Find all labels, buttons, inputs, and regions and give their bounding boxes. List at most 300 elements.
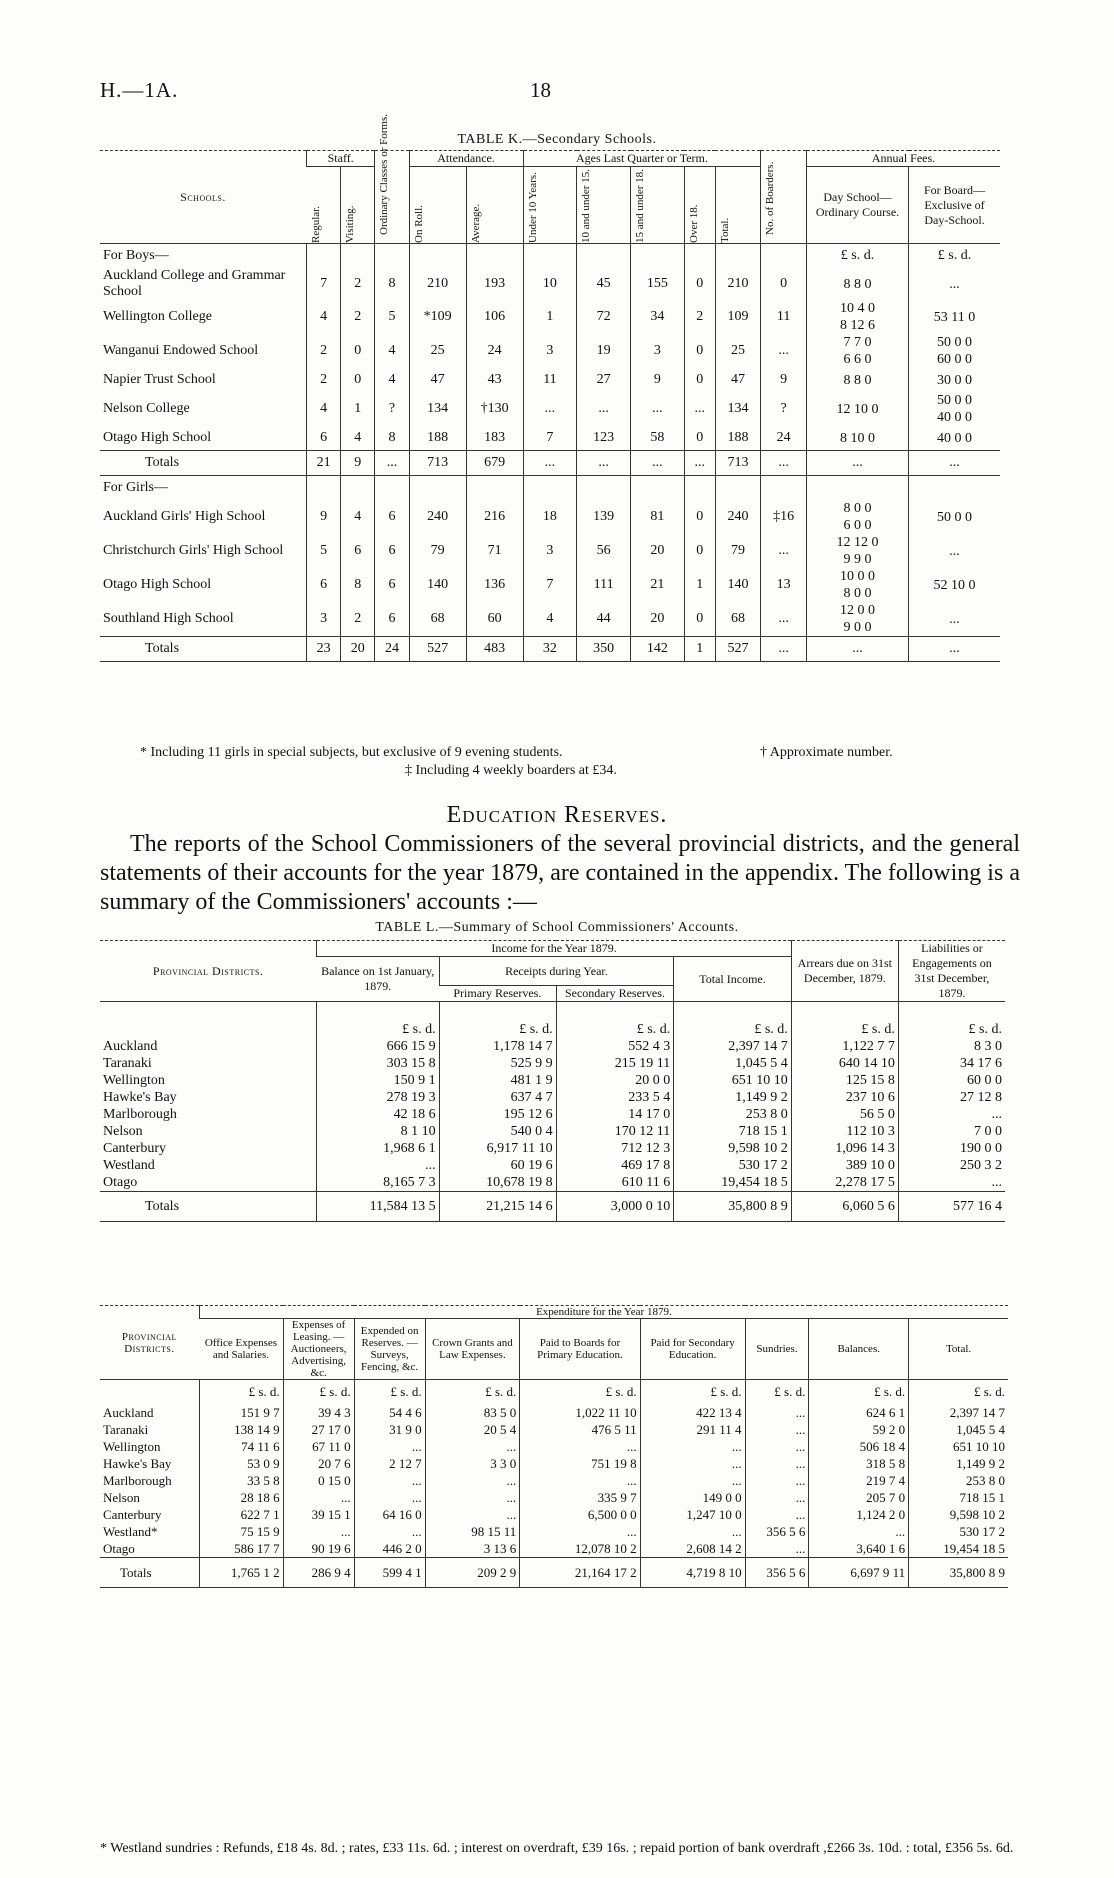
cell-roll: 47 (409, 368, 466, 392)
cell-vis: 4 (341, 500, 375, 534)
cell-lia: 190 0 0 (898, 1140, 1005, 1157)
cell-bal: 624 6 1 (809, 1404, 909, 1421)
cell-day: 8 10 0 (807, 426, 909, 451)
cell-off: 75 15 9 (199, 1523, 283, 1540)
col-receipts: Receipts during Year. (439, 957, 674, 986)
total-cls: 24 (375, 637, 409, 662)
cell-brd: ... (761, 602, 807, 637)
blank-cell (523, 476, 577, 501)
cell-o18: 0 (684, 334, 715, 368)
total-brd: 21,164 17 2 (520, 1557, 640, 1587)
blank-cell (909, 476, 1001, 501)
table-row (100, 1489, 1008, 1506)
cell-tot: 210 (715, 268, 761, 300)
cell-u10: 18 (523, 500, 577, 534)
cell-u18: 58 (631, 426, 685, 451)
cell-avg: 136 (466, 568, 523, 602)
cell-tot: 68 (715, 602, 761, 637)
cell-u18: 81 (631, 500, 685, 534)
total-avg: 483 (466, 637, 523, 662)
cell-u15: 44 (577, 602, 631, 637)
cell-sec: 1,247 10 0 (640, 1506, 745, 1523)
col-arrears: Arrears due on 31st December, 1879. (791, 941, 898, 1002)
cell-vis: 2 (341, 268, 375, 300)
cell-brd: 1,022 11 10 (520, 1404, 640, 1421)
cell-u18: 155 (631, 268, 685, 300)
cell-brd: 24 (761, 426, 807, 451)
cell-pri: 6,917 11 10 (439, 1140, 556, 1157)
blank-cell (715, 476, 761, 501)
blank-cell (807, 476, 909, 501)
col-total-income: Total Income. (674, 957, 792, 1002)
total-reg: 21 (307, 451, 341, 476)
cell-reg: 7 (307, 268, 341, 300)
units-cell: £ s. d. (909, 1380, 1008, 1404)
cell-o18: 1 (684, 568, 715, 602)
district-name: Westland* (103, 1523, 158, 1539)
col-under10: Under 10 Years. (523, 167, 577, 244)
cell-reg: 4 (307, 392, 341, 426)
cell-day: 8 8 0 (807, 368, 909, 392)
table-row (100, 1123, 1005, 1140)
cell-cls: 8 (375, 426, 409, 451)
col-board-fees: For Board—Exclusive of Day-School. (909, 167, 1001, 244)
col-on-roll: On Roll. (409, 167, 466, 244)
col-visiting: Visiting. (341, 167, 375, 244)
table-row (100, 268, 1000, 300)
cell-vis: 2 (341, 300, 375, 334)
totals-row (100, 1191, 1005, 1221)
cell-board: ... (909, 268, 1001, 300)
units-row (100, 1002, 1005, 1038)
cell-u18: 20 (631, 602, 685, 637)
cell-sec: ... (640, 1523, 745, 1540)
col-staff: Staff. (307, 151, 375, 167)
cell-tot: 1,149 9 2 (909, 1455, 1008, 1472)
cell-u15: ... (577, 392, 631, 426)
note-approximate: † Approximate number. (760, 745, 893, 760)
cell-arr: 237 10 6 (791, 1089, 898, 1106)
col-districts: Provincial Districts. (100, 941, 317, 1002)
cell-day: 8 0 0 6 0 0 (807, 500, 909, 534)
blank-cell (100, 1002, 317, 1038)
total-u10: ... (523, 451, 577, 476)
cell-u15: 19 (577, 334, 631, 368)
table-row (100, 300, 1000, 334)
table-k-title: TABLE K.—Secondary Schools. (457, 132, 657, 147)
total-off: 1,765 1 2 (199, 1557, 283, 1587)
cell-lea: 90 19 6 (283, 1540, 354, 1558)
cell-vis: 6 (341, 534, 375, 568)
total-sun: 356 5 6 (745, 1557, 809, 1587)
cell-res: 64 16 0 (354, 1506, 425, 1523)
col-reserves: Expended on Reserves. — Surveys, Fencing, &c. (354, 1319, 425, 1380)
total-vis: 9 (341, 451, 375, 476)
total-tot: 35,800 8 9 (909, 1557, 1008, 1587)
cell-u15: 123 (577, 426, 631, 451)
blank-cell (341, 244, 375, 269)
units-row (100, 1380, 1008, 1404)
cell-bal: ... (317, 1157, 439, 1174)
cell-bal: 1,124 2 0 (809, 1506, 909, 1523)
cell-bal: 1,968 6 1 (317, 1140, 439, 1157)
blank-cell (409, 244, 466, 269)
cell-crn: ... (425, 1438, 520, 1455)
cell-u10: 1 (523, 300, 577, 334)
cell-cls: 6 (375, 500, 409, 534)
district-name: Taranaki (103, 1055, 152, 1071)
blank-cell (307, 244, 341, 269)
cell-board: 30 0 0 (909, 368, 1001, 392)
cell-o18: 0 (684, 268, 715, 300)
col-classes: Ordinary Classes or Forms. (375, 151, 409, 244)
cell-sun: ... (745, 1455, 809, 1472)
table-row (100, 1174, 1005, 1192)
cell-board: 40 0 0 (909, 426, 1001, 451)
total-u18: 142 (631, 637, 685, 662)
cell-off: 586 17 7 (199, 1540, 283, 1558)
cell-pri: 60 19 6 (439, 1157, 556, 1174)
totals-label: Totals (100, 1191, 317, 1221)
cell-vis: 2 (341, 602, 375, 637)
cell-tot: 25 (715, 334, 761, 368)
units-cell: £ s. d. (556, 1002, 674, 1038)
col-crown: Crown Grants and Law Expenses. (425, 1319, 520, 1380)
blank-cell (715, 244, 761, 269)
cell-tot: 1,045 5 4 (674, 1055, 792, 1072)
cell-u15: 27 (577, 368, 631, 392)
cell-u15: 45 (577, 268, 631, 300)
cell-brd: 13 (761, 568, 807, 602)
table-row (100, 1038, 1005, 1055)
total-u18: ... (631, 451, 685, 476)
units-cell: £ s. d. (199, 1380, 283, 1404)
cell-tot: 109 (715, 300, 761, 334)
note-weekly-boarders: ‡ Including 4 weekly boarders at £34. (405, 763, 617, 778)
page-number: 18 (530, 78, 551, 102)
units-cell: £ s. d. (809, 1380, 909, 1404)
cell-vis: 0 (341, 368, 375, 392)
units-cell: £ s. d. (745, 1380, 809, 1404)
total-board: ... (909, 637, 1001, 662)
cell-bal: 8,165 7 3 (317, 1174, 439, 1192)
cell-cls: 4 (375, 368, 409, 392)
cell-avg: 60 (466, 602, 523, 637)
cell-pri: 637 4 7 (439, 1089, 556, 1106)
total-roll: 713 (409, 451, 466, 476)
cell-u10: 10 (523, 268, 577, 300)
cell-day: 10 4 0 8 12 6 (807, 300, 909, 334)
table-row (100, 392, 1000, 426)
cell-u18: ... (631, 392, 685, 426)
district-name: Auckland (103, 1404, 154, 1420)
cell-day: 7 7 0 6 6 0 (807, 334, 909, 368)
cell-brd: ... (761, 334, 807, 368)
cell-roll: 140 (409, 568, 466, 602)
cell-res: ... (354, 1523, 425, 1540)
cell-day: 12 12 0 9 9 0 (807, 534, 909, 568)
cell-brd: ... (520, 1523, 640, 1540)
cell-reg: 5 (307, 534, 341, 568)
cell-cls: 6 (375, 568, 409, 602)
total-bal: 6,697 9 11 (809, 1557, 909, 1587)
blank-cell (761, 476, 807, 501)
cell-brd: ? (761, 392, 807, 426)
cell-board: 50 0 0 40 0 0 (909, 392, 1001, 426)
cell-crn: 3 3 0 (425, 1455, 520, 1472)
cell-arr: 2,278 17 5 (791, 1174, 898, 1192)
cell-day: 10 0 0 8 0 0 (807, 568, 909, 602)
totals-label: Totals (100, 1557, 199, 1587)
cell-bal: 59 2 0 (809, 1421, 909, 1438)
cell-day: 12 0 0 9 0 0 (807, 602, 909, 637)
school-name: Nelson College (103, 401, 190, 416)
cell-u10: 7 (523, 426, 577, 451)
cell-tot: 47 (715, 368, 761, 392)
col-day-fees: Day School—Ordinary Course. (807, 167, 909, 244)
total-lia: 577 16 4 (898, 1191, 1005, 1221)
total-pri: 21,215 14 6 (439, 1191, 556, 1221)
cell-tot: 9,598 10 2 (674, 1140, 792, 1157)
cell-off: 74 11 6 (199, 1438, 283, 1455)
units-cell: £ s. d. (791, 1002, 898, 1038)
cell-o18: 2 (684, 300, 715, 334)
col-office: Office Expenses and Salaries. (199, 1319, 283, 1380)
total-day: ... (807, 637, 909, 662)
total-board: ... (909, 451, 1001, 476)
cell-pri: 10,678 19 8 (439, 1174, 556, 1192)
cell-arr: 640 14 10 (791, 1055, 898, 1072)
district-name: Auckland (103, 1038, 158, 1054)
cell-tot: 253 8 0 (674, 1106, 792, 1123)
table-row (100, 534, 1000, 568)
cell-bal: 3,640 1 6 (809, 1540, 909, 1558)
cell-sec: 552 4 3 (556, 1038, 674, 1055)
blank-cell (375, 244, 409, 269)
cell-roll: 210 (409, 268, 466, 300)
cell-reg: 2 (307, 334, 341, 368)
cell-brd: ‡16 (761, 500, 807, 534)
school-name: Auckland College and Grammar School (103, 268, 286, 299)
cell-lia: 8 3 0 (898, 1038, 1005, 1055)
cell-brd: ... (520, 1438, 640, 1455)
district-name: Canterbury (103, 1140, 166, 1156)
cell-avg: 24 (466, 334, 523, 368)
total-reg: 23 (307, 637, 341, 662)
total-u15: 350 (577, 637, 631, 662)
units-row (100, 244, 1000, 269)
cell-lea: 39 15 1 (283, 1506, 354, 1523)
cell-day: 8 8 0 (807, 268, 909, 300)
units-cell: £ s. d. (674, 1002, 792, 1038)
total-brd: ... (761, 451, 807, 476)
blank-cell (307, 476, 341, 501)
school-name: Christchurch Girls' High School (103, 543, 284, 558)
cell-off: 622 7 1 (199, 1506, 283, 1523)
cell-u10: ... (523, 392, 577, 426)
blank-cell (466, 476, 523, 501)
cell-u18: 21 (631, 568, 685, 602)
table-row (100, 1523, 1008, 1540)
total-lea: 286 9 4 (283, 1557, 354, 1587)
cell-u10: 11 (523, 368, 577, 392)
col-total: Total. (715, 167, 761, 244)
cell-board: 50 0 0 (909, 500, 1001, 534)
cell-bal: 205 7 0 (809, 1489, 909, 1506)
cell-lea: 39 4 3 (283, 1404, 354, 1421)
table-row (100, 1404, 1008, 1421)
cell-sec: 2,608 14 2 (640, 1540, 745, 1558)
cell-sec: 469 17 8 (556, 1157, 674, 1174)
col-secondary-ed: Paid for Secondary Education. (640, 1319, 745, 1380)
cell-u18: 3 (631, 334, 685, 368)
cell-sun: ... (745, 1506, 809, 1523)
table-row (100, 568, 1000, 602)
cell-off: 28 18 6 (199, 1489, 283, 1506)
cell-o18: 0 (684, 602, 715, 637)
col-primary: Primary Reserves. (439, 986, 556, 1002)
cell-u18: 9 (631, 368, 685, 392)
blank-cell (375, 476, 409, 501)
footnote-westland: * Westland sundries : Refunds, £18 4s. 8d. ; rates, £33 11s. 6d. ; interest on overdraft, £39 16s. ; repaid portion of bank overdraft ,£266 3s. 10d. : total, £356 5s. 6d. (100, 1841, 1014, 1856)
cell-vis: 4 (341, 426, 375, 451)
units-cell: £ s. d. (439, 1002, 556, 1038)
cell-o18: 0 (684, 534, 715, 568)
cell-board: ... (909, 534, 1001, 568)
cell-brd: 11 (761, 300, 807, 334)
col-exp-districts: Provincial Districts. (100, 1306, 199, 1380)
girls-heading: For Girls— (103, 480, 168, 495)
cell-sec: 215 19 11 (556, 1055, 674, 1072)
table-row (100, 1140, 1005, 1157)
cell-off: 138 14 9 (199, 1421, 283, 1438)
units-cell: £ s. d. (520, 1380, 640, 1404)
cell-o18: 0 (684, 500, 715, 534)
cell-res: 2 12 7 (354, 1455, 425, 1472)
cell-bal: ... (809, 1523, 909, 1540)
cell-u10: 3 (523, 534, 577, 568)
cell-avg: 193 (466, 268, 523, 300)
cell-day: 12 10 0 (807, 392, 909, 426)
total-bal: 11,584 13 5 (317, 1191, 439, 1221)
col-boards: Paid to Boards for Primary Education. (520, 1319, 640, 1380)
blank-cell (100, 1380, 199, 1404)
cell-off: 151 9 7 (199, 1404, 283, 1421)
cell-res: ... (354, 1489, 425, 1506)
col-schools: Schools. (100, 151, 307, 244)
cell-vis: 1 (341, 392, 375, 426)
total-cls: ... (375, 451, 409, 476)
table-row (100, 368, 1000, 392)
cell-lia: 7 0 0 (898, 1123, 1005, 1140)
table-l-title: TABLE L.—Summary of School Commissioners' Accounts. (375, 920, 739, 935)
cell-brd: 9 (761, 368, 807, 392)
cell-brd: ... (520, 1472, 640, 1489)
cell-arr: 56 5 0 (791, 1106, 898, 1123)
units-cell: £ s. d. (909, 244, 1001, 269)
cell-bal: 666 15 9 (317, 1038, 439, 1055)
cell-bal: 506 18 4 (809, 1438, 909, 1455)
table-row (100, 1506, 1008, 1523)
cell-vis: 0 (341, 334, 375, 368)
blank-cell (761, 244, 807, 269)
cell-brd: 6,500 0 0 (520, 1506, 640, 1523)
units-cell: £ s. d. (283, 1380, 354, 1404)
table-row (100, 426, 1000, 451)
table-row (100, 1438, 1008, 1455)
total-u15: ... (577, 451, 631, 476)
school-name: Napier Trust School (103, 372, 216, 387)
cell-lea: ... (283, 1489, 354, 1506)
col-attendance: Attendance. (409, 151, 523, 167)
cell-crn: ... (425, 1506, 520, 1523)
total-day: ... (807, 451, 909, 476)
cell-lia: 27 12 8 (898, 1089, 1005, 1106)
col-u18: 15 and under 18. (631, 167, 685, 244)
cell-lea: 67 11 0 (283, 1438, 354, 1455)
table-row (100, 602, 1000, 637)
cell-u10: 4 (523, 602, 577, 637)
section-title: Education Reserves. (446, 802, 668, 828)
table-row (100, 1472, 1008, 1489)
cell-u10: 3 (523, 334, 577, 368)
school-name: Wellington College (103, 309, 212, 324)
cell-avg: 106 (466, 300, 523, 334)
cell-u18: 20 (631, 534, 685, 568)
cell-res: ... (354, 1438, 425, 1455)
cell-crn: 98 15 11 (425, 1523, 520, 1540)
blank-cell (523, 244, 577, 269)
cell-bal: 42 18 6 (317, 1106, 439, 1123)
cell-sec: 422 13 4 (640, 1404, 745, 1421)
district-name: Canterbury (103, 1506, 162, 1522)
cell-crn: 3 13 6 (425, 1540, 520, 1558)
blank-cell (341, 476, 375, 501)
cell-lia: ... (898, 1174, 1005, 1192)
blank-cell (409, 476, 466, 501)
cell-sun: ... (745, 1421, 809, 1438)
cell-sec: 233 5 4 (556, 1089, 674, 1106)
cell-tot: 9,598 10 2 (909, 1506, 1008, 1523)
cell-tot: 140 (715, 568, 761, 602)
total-avg: 679 (466, 451, 523, 476)
cell-roll: 68 (409, 602, 466, 637)
cell-cls: 6 (375, 534, 409, 568)
cell-sec: 149 0 0 (640, 1489, 745, 1506)
cell-res: 31 9 0 (354, 1421, 425, 1438)
col-balance: Balance on 1st January, 1879. (317, 957, 439, 1002)
cell-tot: 1,149 9 2 (674, 1089, 792, 1106)
cell-tot: 188 (715, 426, 761, 451)
school-name: Auckland Girls' High School (103, 509, 266, 524)
total-brd: ... (761, 637, 807, 662)
cell-tot: 19,454 18 5 (909, 1540, 1008, 1558)
cell-sec: 170 12 11 (556, 1123, 674, 1140)
table-row (100, 1540, 1008, 1558)
cell-u15: 139 (577, 500, 631, 534)
col-leasing: Expenses of Leasing. — Auctioneers, Advertising, &c. (283, 1319, 354, 1380)
cell-u15: 111 (577, 568, 631, 602)
cell-roll: 134 (409, 392, 466, 426)
cell-bal: 278 19 3 (317, 1089, 439, 1106)
cell-bal: 150 9 1 (317, 1072, 439, 1089)
table-row (100, 1072, 1005, 1089)
total-sec: 3,000 0 10 (556, 1191, 674, 1221)
col-over18: Over 18. (684, 167, 715, 244)
cell-sec: ... (640, 1438, 745, 1455)
cell-tot: 134 (715, 392, 761, 426)
cell-arr: 125 15 8 (791, 1072, 898, 1089)
